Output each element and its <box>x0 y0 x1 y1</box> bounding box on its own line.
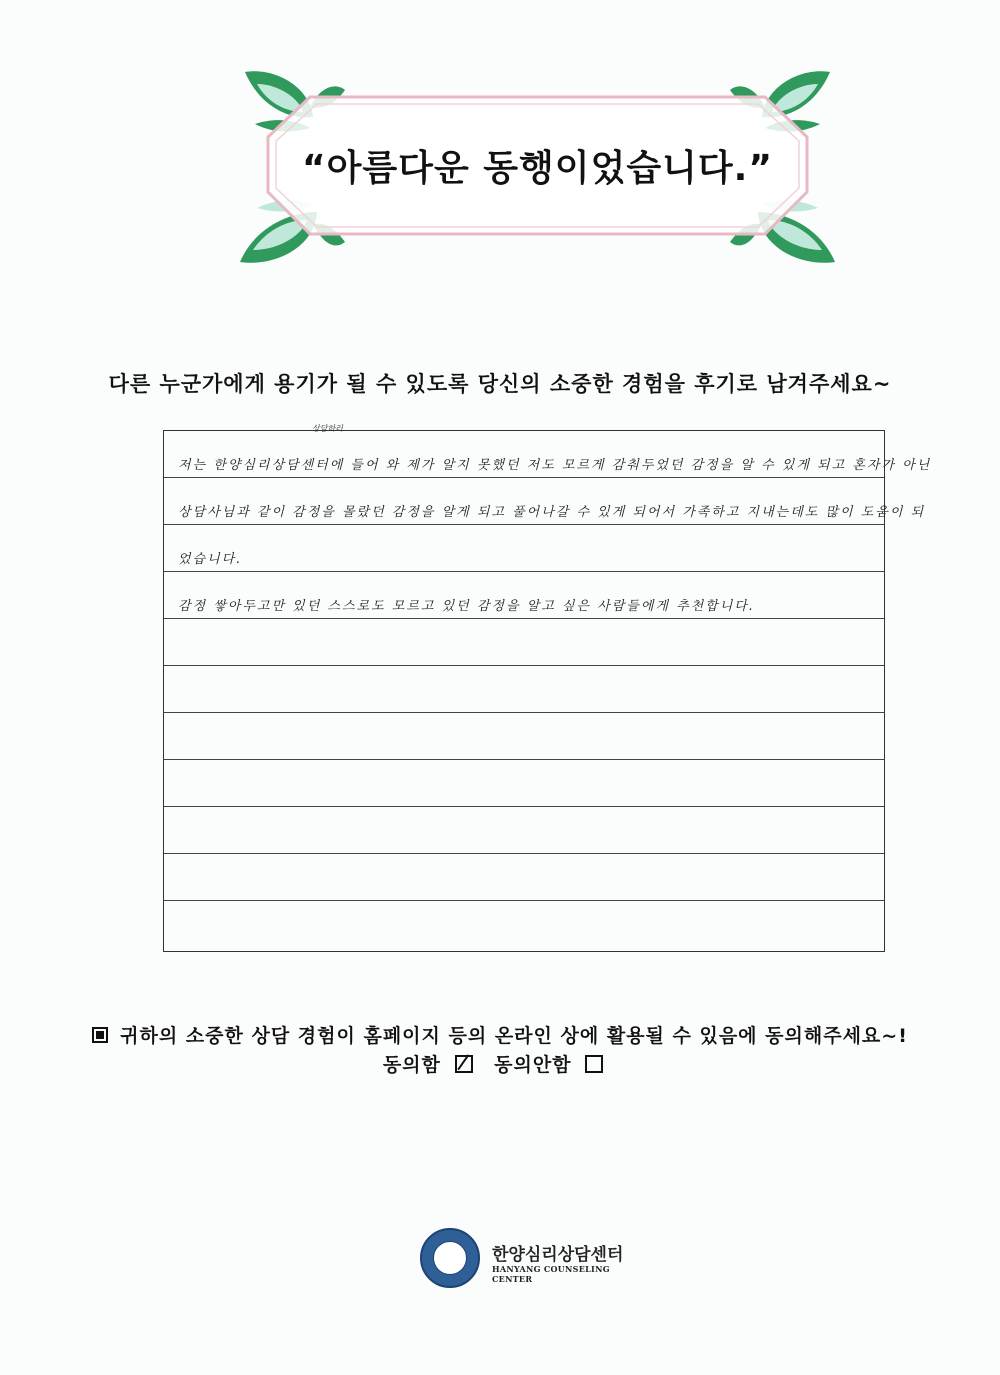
review-line <box>164 424 932 478</box>
handwritten-text: 저는 한양심리상담센터에 들어 와 제가 알지 못했던 저도 모르게 감춰두었던 감정을 알 수 있게 되고 혼자가 아닌 <box>178 458 932 473</box>
university-seal-icon <box>420 1228 480 1288</box>
review-line <box>164 854 884 901</box>
handwritten-text: 상담사님과 같이 감정을 몰랐던 감정을 알게 되고 풀어나갈 수 있게 되어서 가족하고 지내는데도 많이 도움이 되 <box>178 505 926 520</box>
agree-label: 동의함 <box>382 1054 441 1076</box>
review-line <box>164 901 884 951</box>
page-title: “아름다운 동행이었습니다.” <box>301 148 774 189</box>
consent-question-text: 귀하의 소중한 상담 경험이 홈페이지 등의 온라인 상에 활용될 수 있음에 동의해주세요~! <box>120 1025 908 1047</box>
review-prompt: 다른 누군가에게 용기가 될 수 있도록 당신의 소중한 경험을 후기로 남겨주세요~ <box>108 372 892 396</box>
center-logo <box>420 1228 630 1292</box>
disagree-label: 동의안함 <box>494 1054 572 1076</box>
agree-checkbox[interactable] <box>455 1055 473 1073</box>
review-line <box>164 619 884 666</box>
disagree-checkbox[interactable] <box>585 1055 603 1073</box>
filled-square-icon <box>92 1027 108 1043</box>
review-line <box>164 760 884 807</box>
review-line <box>164 807 884 854</box>
handwritten-text: 감정 쌓아두고만 있던 스스로도 모르고 있던 감정을 알고 싶은 사람들에게 추천합니다. <box>178 599 755 614</box>
review-sheet[interactable] <box>163 424 932 952</box>
handwritten-text: 었습니다. <box>178 552 243 567</box>
review-line <box>164 478 926 525</box>
review-line <box>164 525 884 572</box>
review-line <box>164 666 884 713</box>
logo-name-ko: 한양심리상담센터 <box>492 1245 624 1265</box>
consent-question <box>0 1021 1000 1048</box>
title-banner <box>235 62 840 272</box>
consent-choices <box>0 1050 1000 1077</box>
logo-name-en: HANYANG COUNSELING CENTER <box>492 1264 610 1284</box>
review-line <box>164 713 884 760</box>
insertion-note: 상담하러 <box>312 424 343 433</box>
review-line <box>164 572 884 619</box>
